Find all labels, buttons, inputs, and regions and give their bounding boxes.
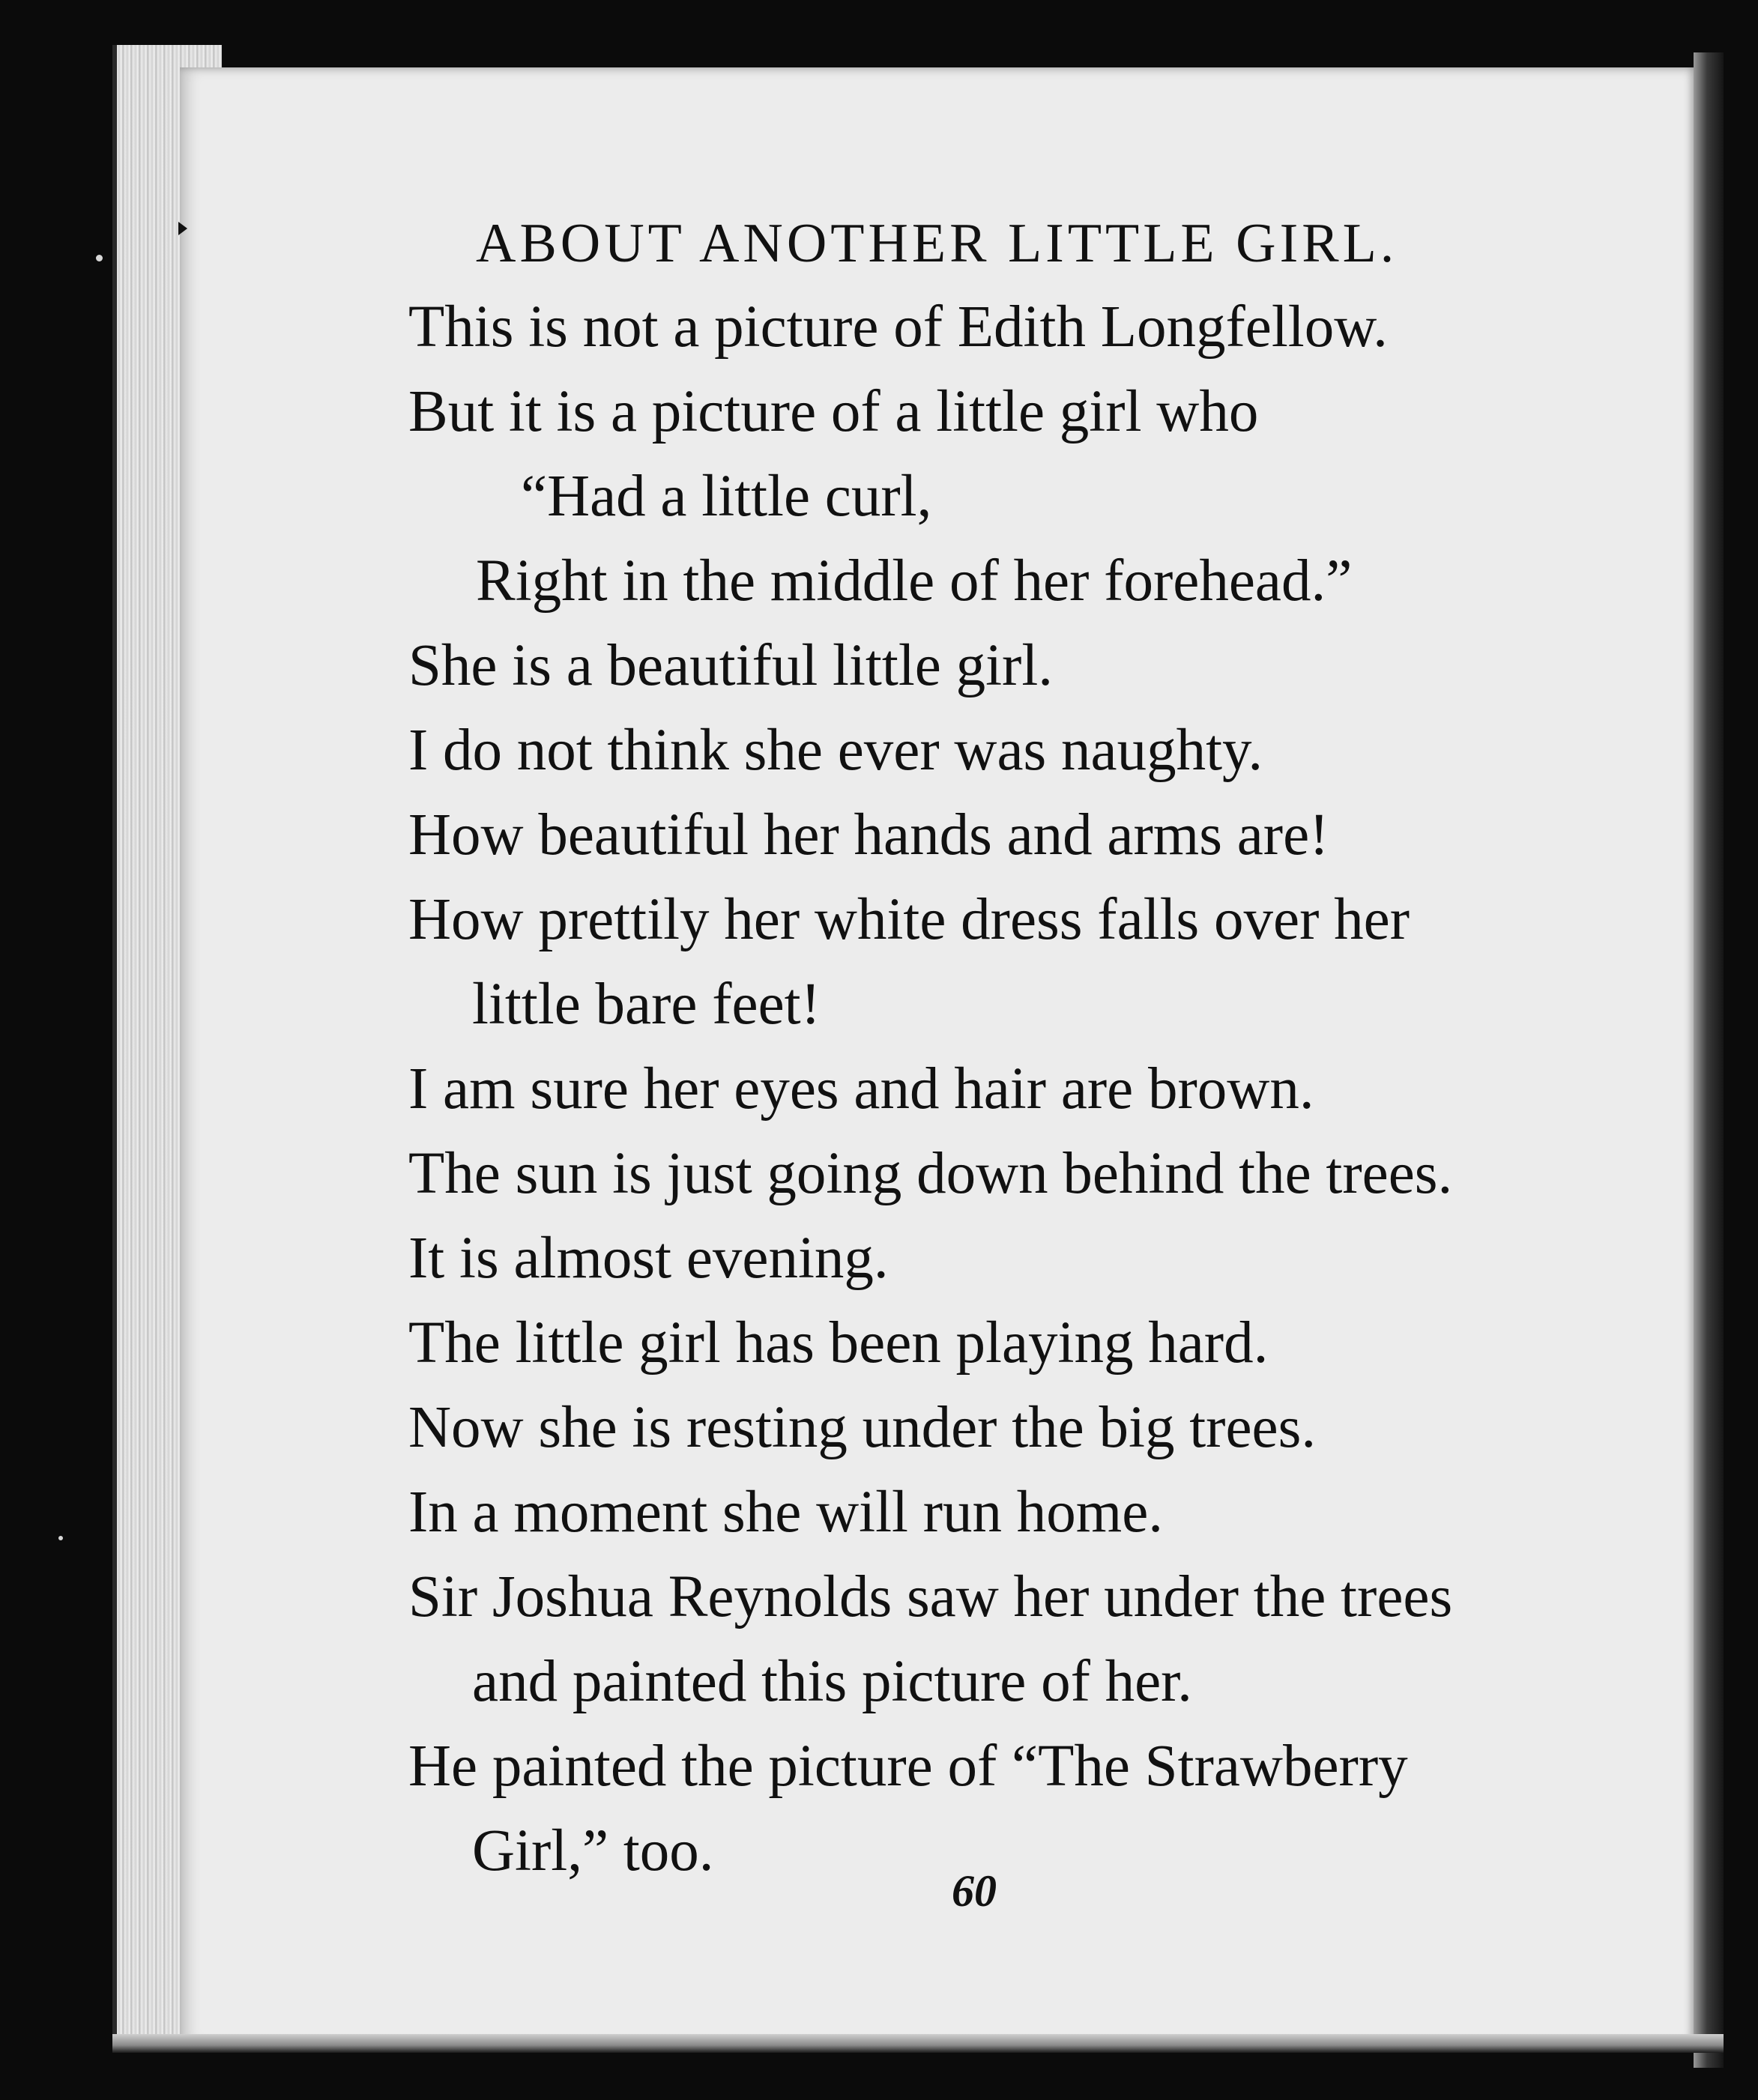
- text-line: In a moment she will run home.: [408, 1480, 1164, 1545]
- dust-speck: [58, 1536, 63, 1540]
- text-line-continuation: and painted this picture of her.: [472, 1649, 1192, 1714]
- page-text: [408, 202, 1645, 1893]
- text-line-continuation: little bare feet!: [472, 972, 821, 1037]
- page-number: 60: [952, 1866, 997, 1916]
- text-line: It is almost evening.: [408, 1226, 889, 1291]
- book-bottom-edge: [112, 2034, 1724, 2053]
- text-line: I do not think she ever was naughty.: [408, 718, 1263, 783]
- text-line: How prettily her white dress falls over her: [408, 887, 1410, 952]
- book-right-edge: [1694, 52, 1724, 2068]
- text-line: This is not a picture of Edith Longfellow.: [408, 294, 1388, 360]
- text-line: Sir Joshua Reynolds saw her under the trees: [408, 1564, 1453, 1630]
- text-line: But it is a picture of a little girl who: [408, 379, 1259, 444]
- quote-line: “Had a little curl,: [521, 464, 932, 529]
- text-line: The sun is just going down behind the trees.: [408, 1141, 1453, 1206]
- quote-line: Right in the middle of her forehead.”: [476, 548, 1353, 614]
- text-line: She is a beautiful little girl.: [408, 633, 1054, 698]
- text-line-continuation: Girl,” too.: [472, 1818, 714, 1883]
- chapter-title: ABOUT ANOTHER LITTLE GIRL.: [476, 213, 1398, 274]
- text-line: Now she is resting under the big trees.: [408, 1395, 1317, 1460]
- text-line: How beautiful her hands and arms are!: [408, 802, 1329, 868]
- margin-marker-icon: [178, 222, 187, 235]
- text-line: The little girl has been playing hard.: [408, 1310, 1269, 1376]
- dust-speck: [96, 255, 103, 261]
- text-line: He painted the picture of “The Strawberry: [408, 1734, 1408, 1799]
- text-line: I am sure her eyes and hair are brown.: [408, 1056, 1314, 1122]
